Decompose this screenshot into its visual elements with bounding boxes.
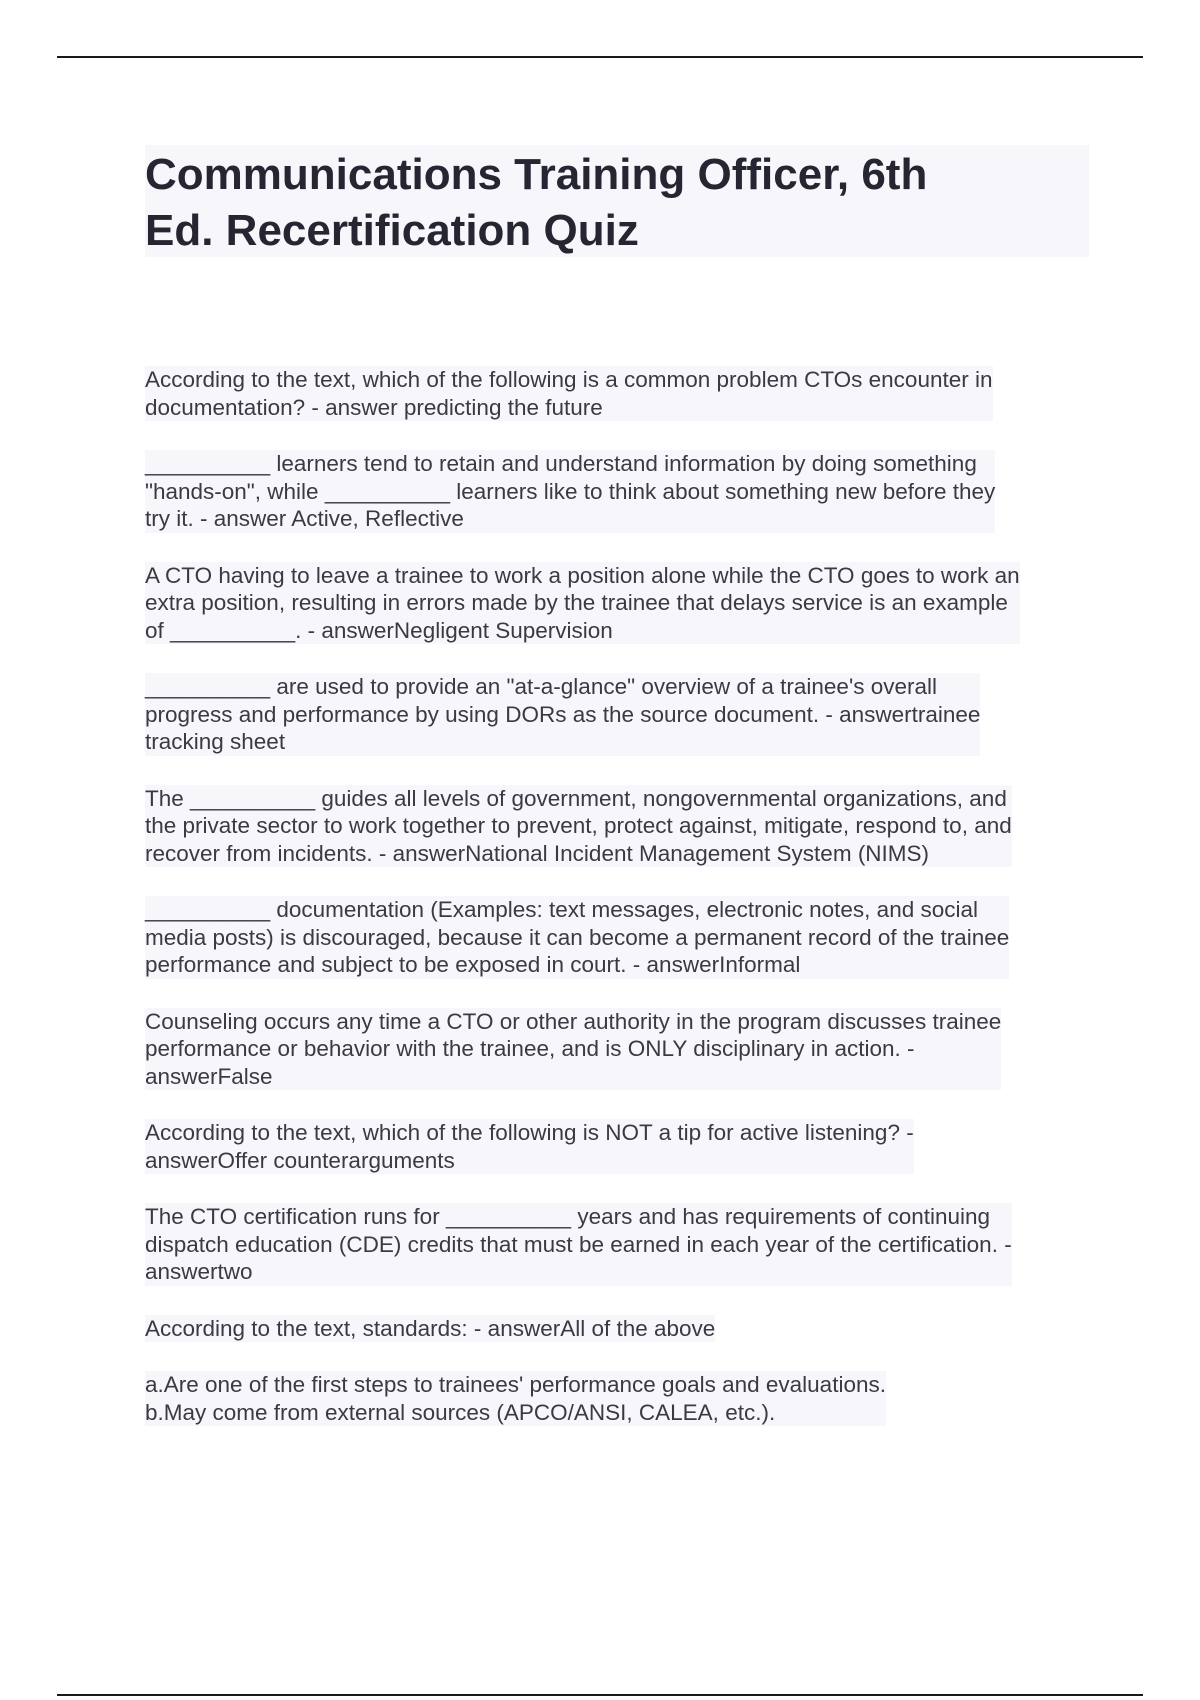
qa-item	[145, 366, 1095, 450]
qa-item	[145, 896, 1095, 1008]
qa-text: __________ documentation (Examples: text messages, electronic notes, and social media posts) is discouraged, because it can become a permanent record of the trainee performance and subject to be exposed in court. - answerInformal	[145, 897, 1010, 977]
qa-item	[145, 785, 1095, 897]
qa-item	[145, 1371, 1095, 1455]
footer-rule	[57, 1694, 1143, 1696]
qa-item	[145, 450, 1095, 562]
qa-text: A CTO having to leave a trainee to work a position alone while the CTO goes to work an extra position, resulting in errors made by the trainee that delays service is an example of __________. - answerNegligent Supervision	[145, 562, 1020, 643]
qa-item	[145, 562, 1095, 674]
qa-text: According to the text, which of the following is a common problem CTOs encounter in documentation? - answer predicting the future	[145, 367, 993, 420]
qa-item	[145, 1203, 1095, 1315]
qa-item	[145, 673, 1095, 785]
qa-text: a.Are one of the first steps to trainees' performance goals and evaluations. b.May come from external sources (APCO/ANSI, CALEA, etc.).	[145, 1372, 886, 1425]
qa-item	[145, 1008, 1095, 1120]
qa-text: Counseling occurs any time a CTO or other authority in the program discusses trainee performance or behavior with the trainee, and is ONLY disciplinary in action. - answerFalse	[145, 1008, 1002, 1089]
title-line: Ed. Recertification Quiz	[145, 206, 639, 255]
qa-text: __________ learners tend to retain and understand information by doing something "hands-on", while __________ learners like to think about something new before they try it. - answer Active, Reflective	[145, 451, 996, 531]
qa-text: According to the text, standards: - answerAll of the above	[145, 1315, 716, 1341]
qa-text: The __________ guides all levels of government, nongovernmental organizations, and the private sector to work together to prevent, protect against, mitigate, respond to, and recover from incidents. - answerNational Incident Management System (NIMS)	[145, 785, 1012, 866]
qa-item	[145, 1119, 1095, 1203]
header-rule	[57, 56, 1143, 58]
qa-text: __________ are used to provide an "at-a-glance" overview of a trainee's overall progress and performance by using DORs as the source document. - answertrainee tracking sheet	[145, 674, 981, 754]
qa-item	[145, 1315, 1095, 1372]
title-line: Communications Training Officer, 6th	[145, 150, 928, 199]
qa-text: According to the text, which of the following is NOT a tip for active listening? - answerOffer counterarguments	[145, 1120, 914, 1173]
qa-list	[145, 366, 1095, 1455]
qa-text: The CTO certification runs for __________ years and has requirements of continuing dispatch education (CDE) credits that must be earned in each year of the certification. - answertwo	[145, 1204, 1012, 1284]
page-title	[145, 147, 1089, 259]
